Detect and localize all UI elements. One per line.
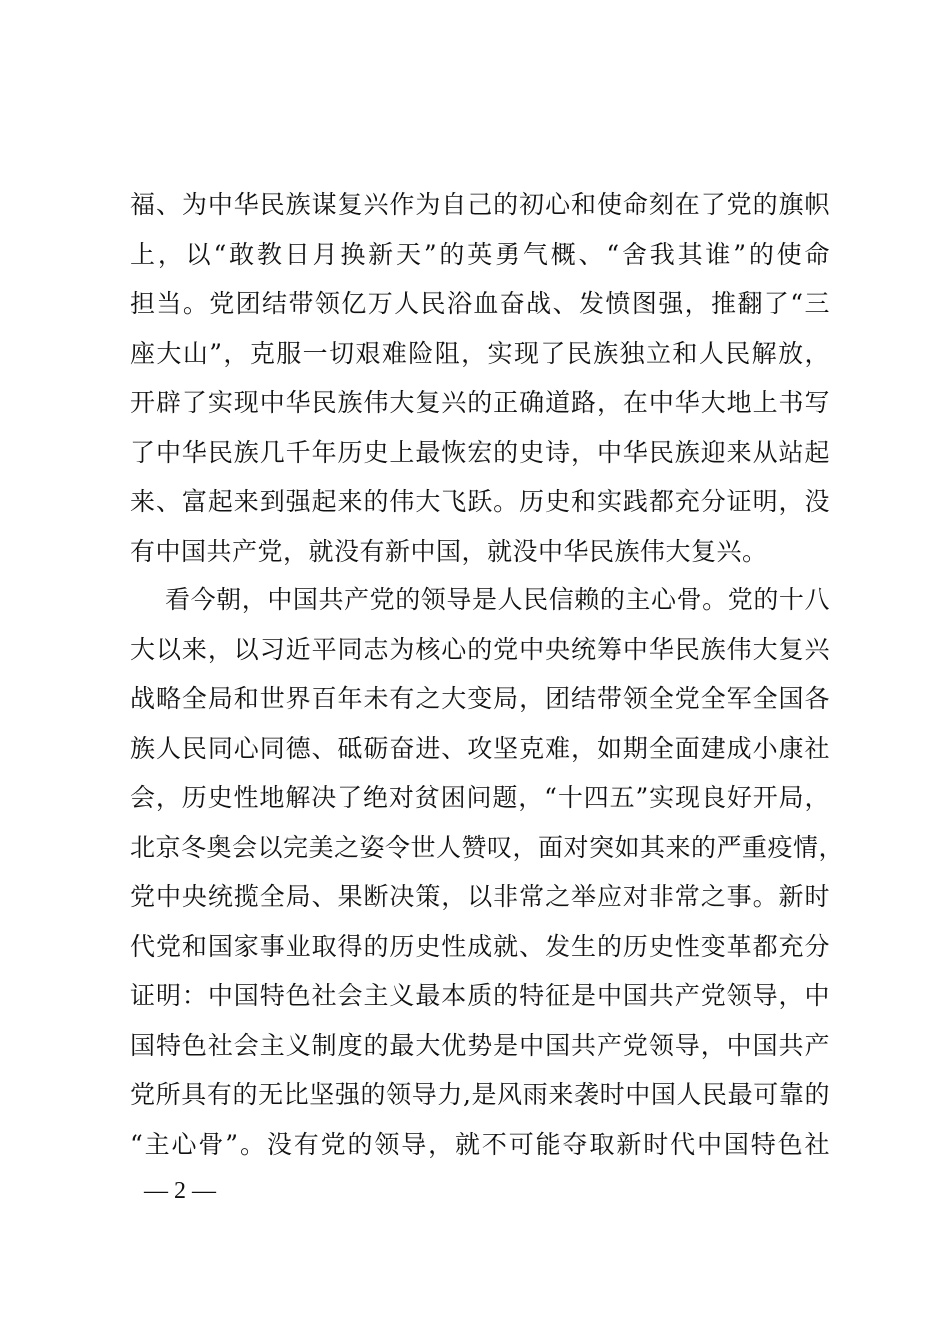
paragraph-line: 北京冬奥会以完美之姿令世人赞叹，面对突如其来的严重疫情， xyxy=(130,832,845,862)
paragraph-line: 来、富起来到强起来的伟大飞跃。历史和实践都充分证明，没 xyxy=(130,487,830,516)
paragraph-line: 党中央统揽全局、果断决策，以非常之举应对非常之事。新时 xyxy=(130,882,830,911)
paragraph-line: 国特色社会主义制度的最大优势是中国共产党领导，中国共产 xyxy=(130,1030,830,1060)
paragraph-2 xyxy=(130,575,845,1169)
paragraph-line: 大以来，以习近平同志为核心的党中央统筹中华民族伟大复兴 xyxy=(130,634,830,664)
paragraph-1 xyxy=(130,180,830,576)
page-number: — 2 — xyxy=(144,1178,216,1204)
paragraph-line: 党所具有的无比坚强的领导力,是风雨来袭时中国人民最可靠的 xyxy=(130,1080,830,1109)
paragraph-line: 看今朝，中国共产党的领导是人民信赖的主心骨。党的十八 xyxy=(165,585,830,614)
paragraph-line: 上，以“敢教日月换新天”的英勇气概、“舍我其谁”的使命 xyxy=(130,239,830,269)
paragraph-line: 福、为中华民族谋复兴作为自己的初心和使命刻在了党的旗帜 xyxy=(130,190,830,219)
paragraph-line: 会，历史性地解决了绝对贫困问题，“十四五”实现良好开局， xyxy=(130,783,830,812)
paragraph-line: “主心骨”。没有党的领导，就不可能夺取新时代中国特色社 xyxy=(130,1129,830,1159)
paragraph-line: 了中华民族几千年历史上最恢宏的史诗，中华民族迎来从站起 xyxy=(130,437,830,467)
paragraph-line: 族人民同心同德、砥砺奋进、攻坚克难，如期全面建成小康社 xyxy=(130,733,830,763)
paragraph-line: 战略全局和世界百年未有之大变局，团结带领全党全军全国各 xyxy=(130,684,830,713)
paragraph-line: 证明：中国特色社会主义最本质的特征是中国共产党领导，中 xyxy=(130,981,830,1010)
paragraph-line: 有中国共产党，就没有新中国，就没中华民族伟大复兴。 xyxy=(130,536,768,566)
paragraph-line: 代党和国家事业取得的历史性成就、发生的历史性变革都充分 xyxy=(130,931,830,961)
paragraph-line: 开辟了实现中华民族伟大复兴的正确道路，在中华大地上书写 xyxy=(130,388,830,417)
paragraph-line: 担当。党团结带领亿万人民浴血奋战、发愤图强，推翻了“三 xyxy=(130,289,830,318)
paragraph-line: 座大山”，克服一切艰难险阻，实现了民族独立和人民解放， xyxy=(130,338,830,368)
